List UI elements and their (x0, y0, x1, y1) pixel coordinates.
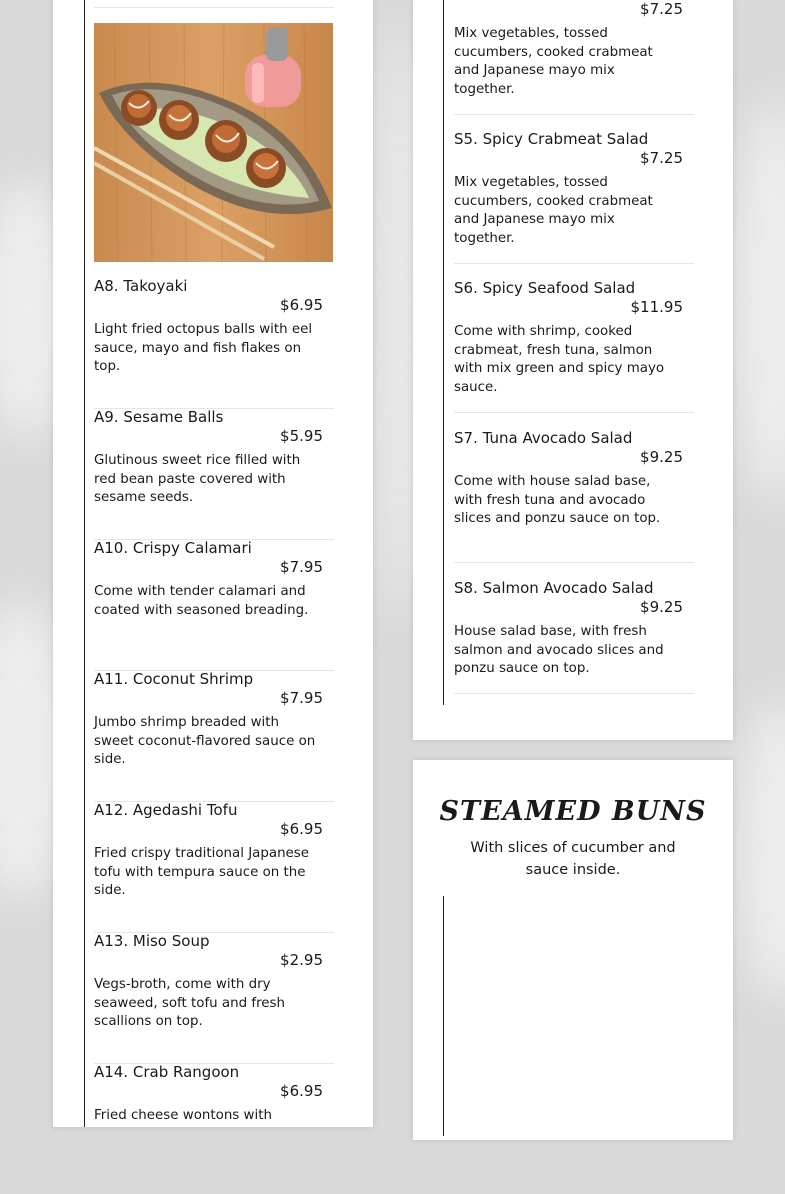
item-description: Mix vegetables, tossed cucumbers, cooked crabmeat and Japanese mayo mix together. (454, 26, 653, 97)
item-price: $2.95 (280, 951, 323, 969)
menu-item-a9 (94, 408, 334, 540)
section-subtitle: With slices of cucumber and sauce inside. (470, 840, 676, 878)
item-description: Fried cheese wontons with (94, 1108, 272, 1123)
item-price: $5.95 (280, 427, 323, 445)
item-name: A8. Takoyaki (94, 277, 188, 295)
item-description: Mix vegetables, tossed cucumbers, cooked crabmeat and Japanese mayo mix together. (454, 175, 653, 246)
menu-item-a8 (94, 277, 334, 409)
item-name: A12. Agedashi Tofu (94, 801, 238, 819)
item-description: Light fried octopus balls with eel sauce, mayo and fish flakes on top. (94, 322, 313, 375)
section-rule (443, 0, 444, 705)
item-name: A13. Miso Soup (94, 932, 210, 950)
item-name: A10. Crispy Calamari (94, 539, 252, 557)
item-name: S8. Salmon Avocado Salad (454, 579, 654, 597)
item-description: House salad base, with fresh salmon and avocado slices and ponzu sauce on top. (454, 624, 664, 677)
item-price: $6.95 (280, 1082, 323, 1100)
item-description: Jumbo shrimp breaded with sweet coconut-flavored sauce on side. (94, 715, 316, 768)
takoyaki-photo (94, 23, 333, 262)
item-price: $7.95 (280, 689, 323, 707)
menu-item-s8 (454, 579, 694, 694)
item-name: S6. Spicy Seafood Salad (454, 279, 636, 297)
item-description: Come with house salad base, with fresh tuna and avocado slices and ponzu sauce on top. (454, 474, 661, 527)
item-price: $6.95 (280, 820, 323, 838)
menu-item-a12 (94, 801, 334, 933)
menu-item-a14 (94, 1063, 334, 1194)
section-rule (84, 0, 85, 1127)
item-price: $11.95 (630, 298, 683, 316)
menu-item-s7 (454, 429, 694, 563)
menu-item-s5 (454, 130, 694, 264)
appetizers-card (53, 0, 373, 1127)
menu-item-s4 (454, 0, 694, 115)
item-description: Come with shrimp, cooked crabmeat, fresh tuna, salmon with mix green and spicy mayo sauce. (454, 324, 665, 395)
item-name: S5. Spicy Crabmeat Salad (454, 130, 649, 148)
item-description: Come with tender calamari and coated with seasoned breading. (94, 584, 309, 618)
item-price: $6.95 (280, 296, 323, 314)
item-description: Glutinous sweet rice filled with red bean paste covered with sesame seeds. (94, 453, 301, 506)
section-rule (443, 896, 444, 1136)
takoyaki-image (94, 23, 333, 262)
divider (94, 7, 334, 8)
menu-item-s6 (454, 279, 694, 413)
menu-item-a13 (94, 932, 334, 1064)
item-description: Fried crispy traditional Japanese tofu with tempura sauce on the side. (94, 846, 310, 899)
menu-item-a10 (94, 539, 334, 671)
item-description: Vegs-broth, come with dry seaweed, soft tofu and fresh scallions on top. (94, 977, 285, 1030)
item-price: $7.25 (640, 0, 683, 18)
item-price: $7.25 (640, 149, 683, 167)
item-name: A9. Sesame Balls (94, 408, 224, 426)
item-price: $7.95 (280, 558, 323, 576)
item-name: A14. Crab Rangoon (94, 1063, 240, 1081)
item-name: S7. Tuna Avocado Salad (454, 429, 633, 447)
section-title: STEAMED BUNS (439, 796, 707, 827)
steamed-buns-card (413, 760, 733, 1140)
menu-item-a11 (94, 670, 334, 802)
item-name: A11. Coconut Shrimp (94, 670, 254, 688)
item-price: $9.25 (640, 448, 683, 466)
salads-card (413, 0, 733, 740)
item-price: $9.25 (640, 598, 683, 616)
